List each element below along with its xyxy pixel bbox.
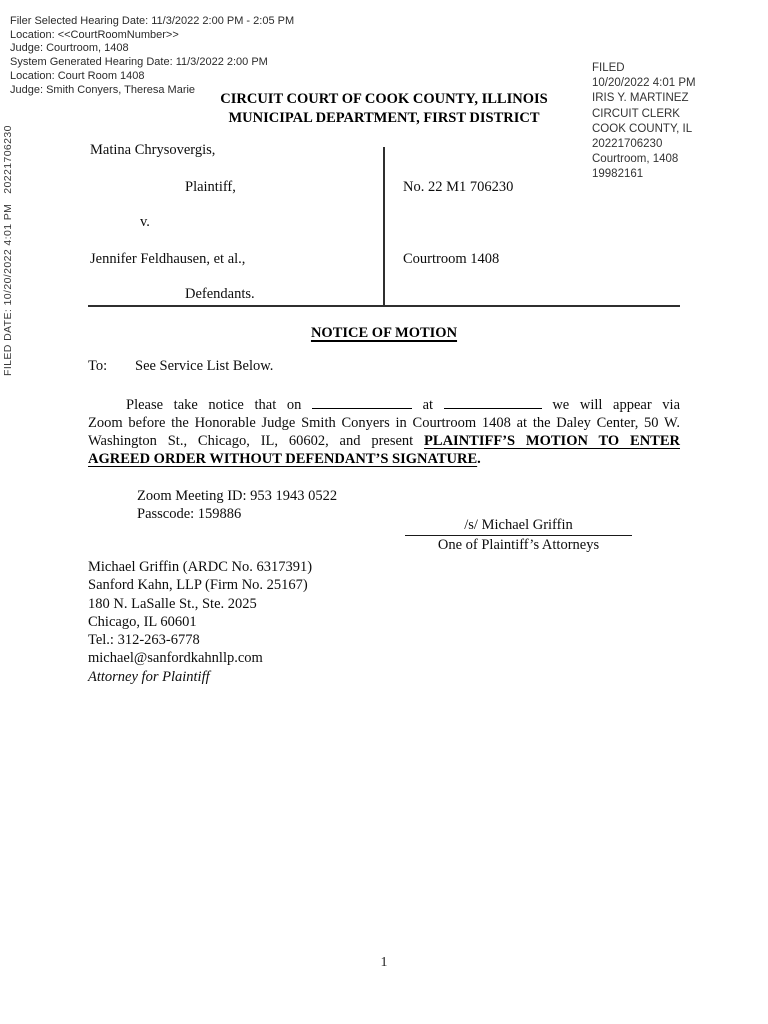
paragraph-text: Please take notice that on bbox=[126, 396, 302, 413]
case-number: No. 22 M1 706230 bbox=[403, 179, 514, 195]
signature-block bbox=[405, 517, 632, 554]
hearing-header-line: Location: Court Room 1408 bbox=[10, 69, 145, 82]
courtroom-number: Courtroom 1408 bbox=[403, 251, 500, 267]
filed-stamp-line: 20221706230 bbox=[592, 138, 663, 151]
hearing-header-line: Location: <<CourtRoomNumber>> bbox=[10, 28, 179, 41]
hearing-header-block bbox=[10, 15, 294, 97]
attorney-line: Michael Griffin (ARDC No. 6317391) bbox=[88, 559, 313, 575]
filed-stamp-line: 19982161 bbox=[592, 168, 644, 181]
signature-name: /s/ Michael Griffin bbox=[405, 517, 632, 536]
notice-paragraph-line3 bbox=[88, 432, 680, 450]
attorney-line: Tel.: 312-263-6778 bbox=[88, 632, 200, 649]
notice-paragraph-line1 bbox=[88, 394, 680, 414]
zoom-passcode: Passcode: 159886 bbox=[137, 506, 242, 523]
filed-stamp-line: CIRCUIT CLERK bbox=[592, 107, 680, 120]
hearing-header-line: Judge: Smith Conyers, Theresa Marie bbox=[10, 83, 196, 96]
attorney-email: michael@sanfordkahnllp.com bbox=[88, 650, 263, 667]
defendant-label: Defendants. bbox=[185, 286, 255, 302]
hearing-header-line: Judge: Courtroom, 1408 bbox=[10, 42, 129, 55]
motion-title-bold: PLAINTIFF’S MOTION TO ENTER bbox=[424, 433, 680, 450]
court-title-line2: MUNICIPAL DEPARTMENT, FIRST DISTRICT bbox=[228, 110, 540, 126]
versus: v. bbox=[140, 214, 150, 230]
hearing-header-line: System Generated Hearing Date: 11/3/2022 2:00 PM bbox=[10, 56, 268, 69]
zoom-meeting-info bbox=[137, 487, 337, 524]
caption-bottom-rule bbox=[88, 305, 680, 307]
plaintiff-name: Matina Chrysovergis, bbox=[90, 142, 216, 158]
attorney-line: 180 N. LaSalle St., Ste. 2025 bbox=[88, 595, 257, 612]
efile-date-vertical-stamp: FILED DATE: 10/20/2022 4:01 PM 20221706230 bbox=[2, 125, 14, 376]
plaintiff-label: Plaintiff, bbox=[185, 179, 236, 195]
notice-paragraph-line2 bbox=[88, 414, 680, 432]
filed-stamp-line: FILED bbox=[592, 62, 625, 74]
to-label: To: bbox=[88, 358, 108, 374]
attorney-block bbox=[88, 558, 312, 686]
caption-divider-line bbox=[383, 147, 385, 306]
page-number: 1 bbox=[380, 955, 388, 970]
filed-stamp-line: IRIS Y. MARTINEZ bbox=[592, 92, 689, 105]
to-value: See Service List Below. bbox=[135, 358, 274, 374]
signature-role: One of Plaintiff’s Attorneys bbox=[437, 537, 600, 553]
paragraph-text: at bbox=[422, 396, 434, 413]
notice-paragraph-line4 bbox=[88, 450, 680, 468]
court-title-line1: CIRCUIT COURT OF COOK COUNTY, ILLINOIS bbox=[220, 91, 548, 107]
filed-stamp-line: Courtroom, 1408 bbox=[592, 153, 679, 166]
court-title bbox=[88, 90, 680, 128]
filed-stamp-line: COOK COUNTY, IL bbox=[592, 122, 693, 135]
paragraph-text: Zoom before the Honorable Judge Smith Conyers in Courtroom 1408 at the Daley Center, 50 W. bbox=[88, 414, 680, 431]
date-blank-line bbox=[312, 394, 412, 409]
hearing-header-line: Filer Selected Hearing Date: 11/3/2022 2:00 PM - 2:05 PM bbox=[10, 15, 295, 27]
filed-stamp-line: 10/20/2022 4:01 PM bbox=[592, 77, 696, 90]
motion-title-bold: AGREED ORDER WITHOUT DEFENDANT’S SIGNATURE bbox=[88, 451, 478, 468]
motion-title-period: . bbox=[477, 451, 481, 468]
paragraph-text: Washington St., Chicago, IL, 60602, and present bbox=[88, 433, 414, 450]
notice-of-motion-heading: NOTICE OF MOTION bbox=[310, 325, 458, 341]
notice-paragraph bbox=[88, 394, 680, 469]
attorney-line: Chicago, IL 60601 bbox=[88, 613, 197, 630]
defendant-name: Jennifer Feldhausen, et al., bbox=[90, 251, 246, 267]
zoom-meeting-id: Zoom Meeting ID: 953 1943 0522 bbox=[137, 488, 338, 504]
attorney-role: Attorney for Plaintiff bbox=[88, 668, 210, 685]
attorney-line: Sanford Kahn, LLP (Firm No. 25167) bbox=[88, 577, 308, 594]
time-blank-line bbox=[444, 394, 542, 409]
paragraph-text: we will appear via bbox=[552, 396, 681, 413]
to-line bbox=[88, 358, 273, 375]
